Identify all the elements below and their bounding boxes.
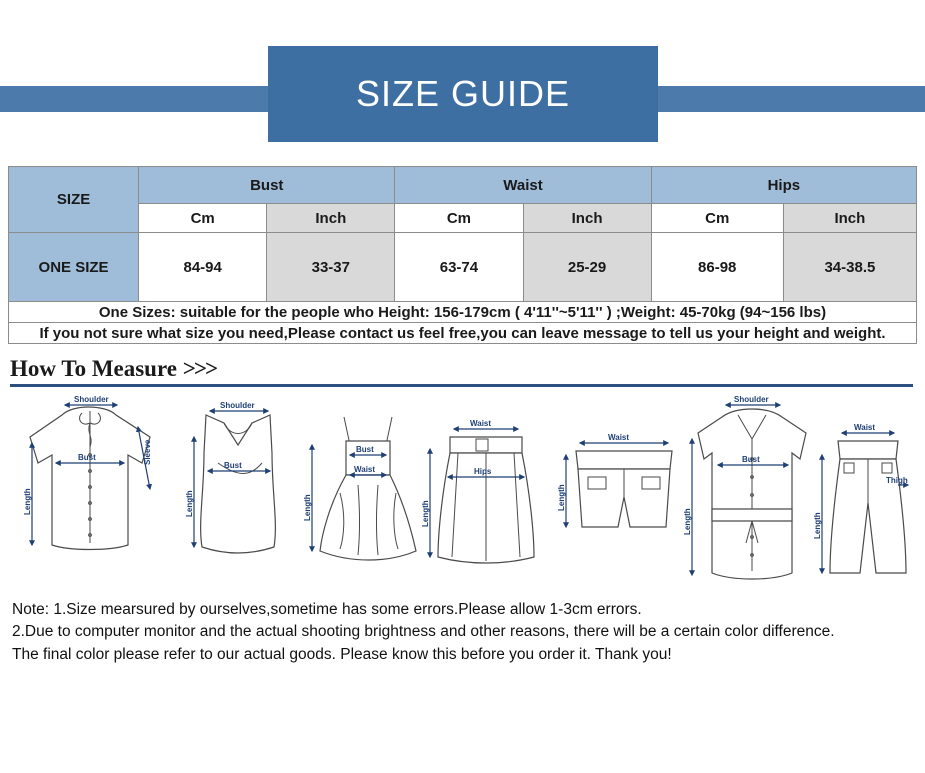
- label-thigh: Thigh: [886, 476, 908, 485]
- figure-blouse: [23, 395, 152, 550]
- section-divider: [10, 384, 913, 387]
- footer-note-1: Note: 1.Size mearsured by ourselves,sometime has some errors.Please allow 1-3cm errors.: [12, 601, 642, 618]
- cell-bust-cm: 84-94: [139, 233, 267, 302]
- measure-figures: [10, 393, 915, 593]
- header-unit-bust-cm: Cm: [139, 204, 267, 233]
- how-to-measure-section: [10, 356, 915, 593]
- label-length: Length: [23, 488, 32, 515]
- size-chart-table: [8, 166, 917, 344]
- label-waist: Waist: [354, 465, 376, 474]
- figure-dress: [303, 417, 416, 560]
- footer-notes: [12, 599, 913, 666]
- header-size: SIZE: [9, 167, 139, 233]
- table-note-row-2: [9, 323, 917, 344]
- cell-hips-inch: 34-38.5: [783, 233, 916, 302]
- table-header-row-units: [9, 204, 917, 233]
- label-waist: Waist: [854, 423, 876, 432]
- page-title: SIZE GUIDE: [355, 73, 571, 114]
- measure-figures-svg: [10, 393, 913, 589]
- label-waist: Waist: [470, 419, 492, 428]
- cell-waist-cm: 63-74: [395, 233, 523, 302]
- header-unit-hips-cm: Cm: [651, 204, 783, 233]
- figure-skirt: [421, 419, 534, 563]
- header-unit-bust-inch: Inch: [267, 204, 395, 233]
- label-waist: Waist: [608, 433, 630, 442]
- label-shoulder: Shoulder: [734, 395, 769, 404]
- label-bust: Bust: [742, 455, 760, 464]
- size-table-wrapper: [8, 166, 917, 344]
- label-shoulder: Shoulder: [220, 401, 255, 410]
- label-bust: Bust: [356, 445, 374, 454]
- footer-note-3: The final color please refer to our actual goods. Please know this before you order it. Thank you!: [12, 645, 672, 663]
- banner-box: [268, 46, 658, 142]
- label-sleeve: Sleeve: [143, 439, 152, 465]
- figure-camisole: [185, 401, 275, 553]
- header-unit-waist-cm: Cm: [395, 204, 523, 233]
- label-length: Length: [683, 508, 692, 535]
- how-to-measure-title: [10, 356, 915, 382]
- how-to-measure-title-text: How To Measure: [10, 356, 177, 381]
- footer-note-2: 2.Due to computer monitor and the actual shooting brightness and other reasons, there will be a certain color difference.: [12, 623, 835, 641]
- table-note-row-1: [9, 302, 917, 323]
- label-length: Length: [185, 490, 194, 517]
- header-group-waist: Waist: [395, 167, 651, 204]
- header-unit-hips-inch: Inch: [783, 204, 916, 233]
- figure-trousers: [813, 423, 908, 573]
- label-length: Length: [303, 494, 312, 521]
- header-group-hips: Hips: [651, 167, 916, 204]
- label-shoulder: Shoulder: [74, 395, 109, 404]
- figure-shorts: [557, 433, 672, 527]
- arrows-icon: >>>: [182, 356, 217, 381]
- cell-bust-inch: 33-37: [267, 233, 395, 302]
- row-label-one-size: ONE SIZE: [9, 233, 139, 302]
- header-group-bust: Bust: [139, 167, 395, 204]
- label-length: Length: [557, 484, 566, 511]
- table-header-row-groups: [9, 167, 917, 204]
- label-bust: Bust: [224, 461, 242, 470]
- cell-waist-inch: 25-29: [523, 233, 651, 302]
- table-row: [9, 233, 917, 302]
- label-bust: Bust: [78, 453, 96, 462]
- note-height-weight: One Sizes: suitable for the people who Height: 156-179cm ( 4'11''~5'11'' ) ;Weight: 45-70kg (94~156 lbs): [9, 302, 917, 323]
- page-banner: [0, 46, 925, 146]
- label-length: Length: [813, 512, 822, 539]
- label-length: Length: [421, 500, 430, 527]
- cell-hips-cm: 86-98: [651, 233, 783, 302]
- label-hips: Hips: [474, 467, 492, 476]
- header-unit-waist-inch: Inch: [523, 204, 651, 233]
- figure-coat: [683, 395, 806, 579]
- note-contact-us: If you not sure what size you need,Please contact us feel free,you can leave message to tell us your height and weight.: [9, 323, 917, 344]
